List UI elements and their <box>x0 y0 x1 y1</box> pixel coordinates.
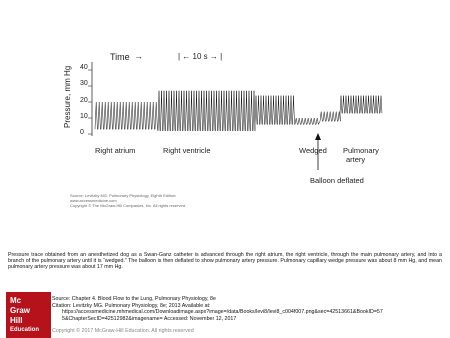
source-line: Source: Chapter 4. Blood Flow to the Lung, Pulmonary Physiology, 8e <box>52 296 216 302</box>
ten-second-marker: | ← 10 s → | <box>178 52 223 61</box>
y-axis-label: Pressure, mm Hg <box>63 65 72 128</box>
logo-text: Mc <box>10 296 22 305</box>
y-tick: 30 <box>80 80 88 87</box>
region-wedged: Wedged <box>299 146 327 155</box>
region-pulmonary-artery-2: artery <box>346 155 366 164</box>
mcgraw-hill-logo <box>6 292 51 338</box>
y-tick: 10 <box>80 113 88 120</box>
source-citation <box>52 296 383 322</box>
time-arrow: → <box>134 51 143 61</box>
y-tick: 0 <box>80 129 84 136</box>
region-right-ventricle: Right ventricle <box>163 146 211 155</box>
figure-credit <box>70 193 186 208</box>
logo-text: Graw <box>10 306 31 315</box>
credit-line: www.accessmedicine.com <box>70 198 117 203</box>
y-tick: 40 <box>80 64 88 71</box>
citation-url[interactable]: https://accessmedicine.mhmedical.com/Downloadimage.aspx?image=/data/Books/levi8/levi8_c004f007.png&sec=42513661&BookID=57 <box>62 309 383 316</box>
logo-text: Hill <box>10 316 23 325</box>
region-right-atrium: Right atrium <box>95 146 136 155</box>
balloon-deflated-label: Balloon deflated <box>310 176 364 185</box>
citation-line: Citation: Levitzky MG. Pulmonary Physiology, 8e; 2013 Available at: <box>52 302 211 309</box>
figure-caption: Pressure trace obtained from an anesthetized dog as a Swan-Ganz catheter is advanced through the right atrium, the right ventricle, through the main pulmonary artery, and into a branch of the pulmonary artery until it is “wedged.” The balloon is then deflated to show pulmonary artery pressure. Pulmonary capillary wedge pressure was about 8 mm Hg, and mean pulmonary artery pressure was about 17 mm Hg. <box>8 252 442 271</box>
logo-text: Education <box>10 327 40 333</box>
credit-line: Copyright © The McGraw-Hill Companies, Inc. All rights reserved. <box>70 203 187 208</box>
y-tick: 20 <box>80 97 88 104</box>
region-pulmonary-artery: Pulmonary <box>343 146 379 155</box>
time-label: Time <box>110 52 130 62</box>
credit-line: Source: Levitzky MG: Pulmonary Physiology, Eighth Edition: <box>70 193 177 198</box>
citation-url-continued[interactable]: 5&ChapterSecID=42512982&imagename= Accessed: November 12, 2017 <box>62 315 237 322</box>
copyright-notice: Copyright © 2017 McGraw-Hill Education. All rights reserved <box>52 328 194 334</box>
